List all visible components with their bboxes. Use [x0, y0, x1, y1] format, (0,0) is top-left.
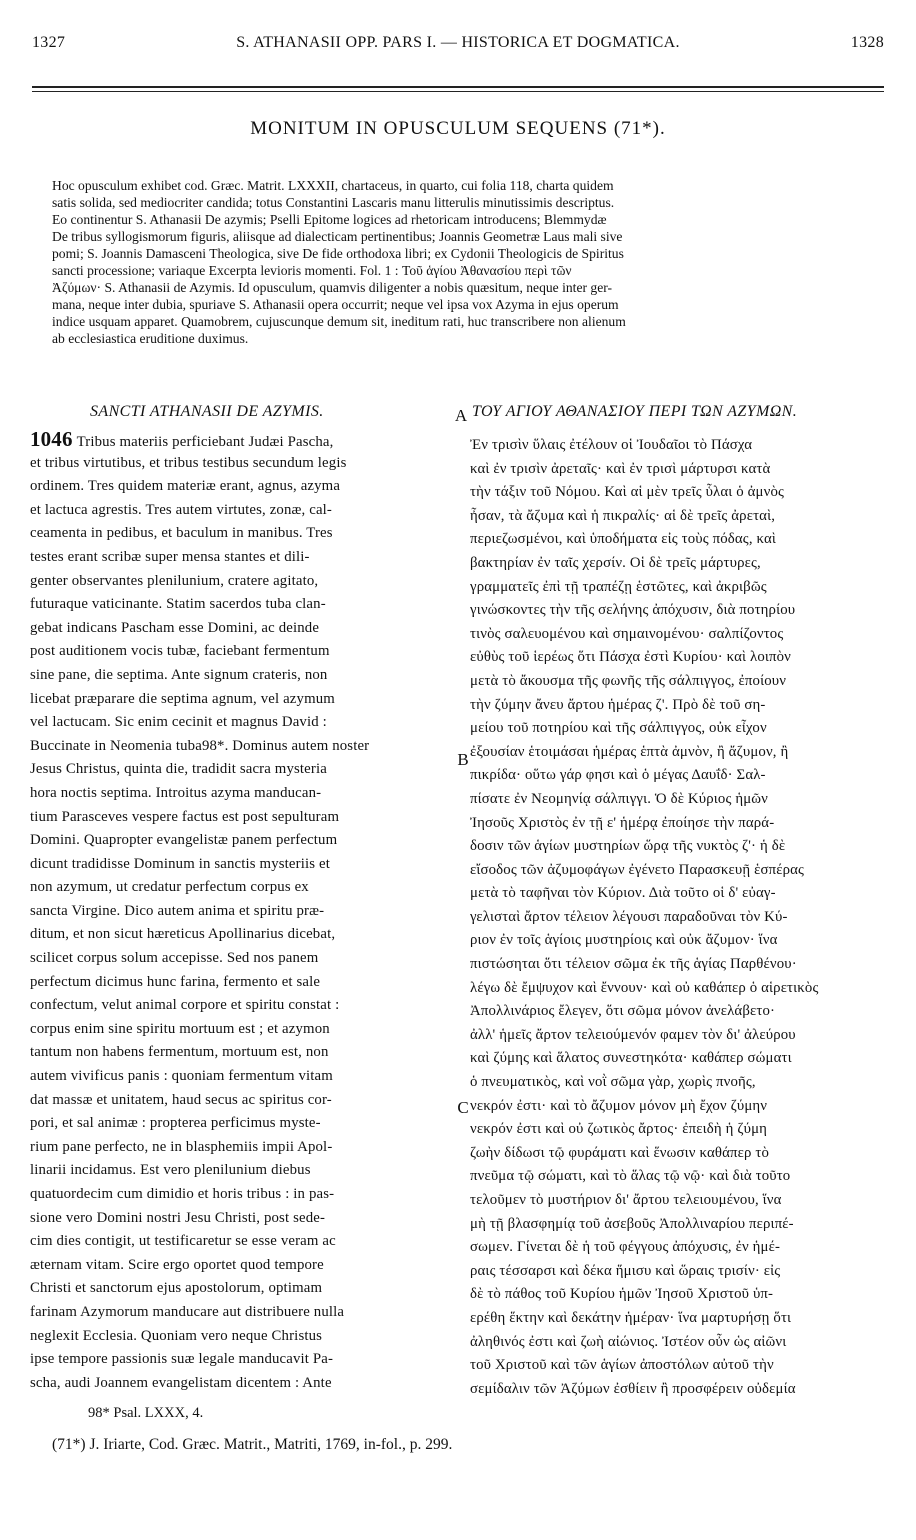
- latin-line: scilicet corpus solum accepisse. Sed nos panem: [30, 950, 319, 967]
- greek-line: γραμματεῖς ἐπὶ τῇ τραπέζῃ ἑστῶτες, καὶ ἀκριβῶς: [470, 578, 767, 595]
- latin-line: linarii incidamus. Est vero plenilunium diebus: [30, 1162, 311, 1179]
- greek-line: ἀληθινός ἐστι καὶ ζωὴ αἰώνιος. Ἰστέον οὖν ὡς αἰῶνι: [470, 1333, 787, 1350]
- page-number-right: 1328: [850, 34, 884, 51]
- latin-line: scha, audi Joannem evangelistam dicentem : Ante: [30, 1374, 332, 1391]
- latin-first-line-text: Tribus materiis perficiebant Judæi Pascha,: [76, 434, 334, 450]
- latin-line: cim dies contigit, ut testificaretur se esse veram ac: [30, 1233, 336, 1250]
- intro-line: indice usquam apparet. Quamobrem, cujuscunque demum sit, ineditum rati, huc transcribere non alienum: [52, 314, 626, 329]
- intro-line: satis solida, sed mediocriter candida; totus Constantini Lascaris manu litterulis minutissimis descriptus.: [52, 195, 615, 210]
- greek-line: ριον ἐν τοῖς ἁγίοις μυστηρίοις καὶ οὐκ ἄζυμον· ἵνα: [470, 932, 778, 949]
- greek-line: ερέθη ἕκτην καὶ δεκάτην ἡμέραν· ἵνα μαρτυρήσῃ ὅτι: [470, 1309, 792, 1326]
- greek-line: τοῦ Χριστοῦ καὶ τῶν ἁγίων ἀποστόλων αὐτοῦ τὴν: [470, 1357, 774, 1374]
- latin-line: licebat præparare die septima agnum, vel azymum: [30, 690, 335, 707]
- latin-line: futuraque vaticinante. Statim sacerdos tuba clan-: [30, 596, 326, 613]
- header-rule-thick: [32, 86, 884, 88]
- greek-line: μείου τοῦ ποτηρίου καὶ τῆς σάλπιγγος, οὐκ εἶχον: [470, 720, 767, 737]
- greek-line: γινώσκοντες τὴν τῆς σελήνης ἀπόχυσιν, διὰ ποτηρίου: [470, 602, 796, 619]
- intro-line: pomi; S. Joannis Damasceni Theologica, sive De fide orthodoxa libri; ex Cydonii Theologicis de Spiritus: [52, 246, 624, 261]
- page-number-left: 1327: [32, 34, 66, 51]
- greek-line: καὶ ζύμης καὶ ἅλατος συνεστηκότα· καθάπερ σώματι: [470, 1050, 792, 1067]
- latin-line: post auditionem vocis tubæ, faciebant fermentum: [30, 643, 330, 660]
- latin-line: hora noctis septima. Introitus azyma manducan-: [30, 784, 322, 801]
- latin-line: et lactuca agrestis. Tres autem virtutes, zonæ, cal-: [30, 501, 333, 518]
- latin-line: gebat indicans Pascham esse Domini, ac deinde: [30, 619, 320, 636]
- running-title: S. ATHANASII OPP. PARS I. — HISTORICA ET DOGMATICA.: [236, 34, 680, 51]
- greek-line: δοσιν τῶν ἁγίων μυστηρίων ὥρᾳ τῆς νυκτὸς ζ'· ἡ δὲ: [470, 838, 786, 855]
- latin-line: corpus enim sine spiritu mortuum est ; et azymon: [30, 1020, 330, 1037]
- greek-title: ΤΟΥ ΑΓΙΟΥ ΑΘΑΝΑΣΙΟΥ ΠΕΡΙ ΤΩΝ ΑΖΥΜΩΝ.: [472, 403, 798, 420]
- greek-line: καὶ ἐν τρισὶν ἀρεταῖς· καὶ ἐν τρισὶ μάρτυρσι κατὰ: [470, 460, 771, 477]
- latin-line: Jesus Christus, quinta die, tradidit sacra mysteria: [30, 761, 327, 778]
- greek-line: μὴ τῇ βλασφημίᾳ τοῦ ἀσεβοῦς Ἀπολλιναρίου περιπέ-: [470, 1215, 794, 1232]
- greek-line: Ἰησοῦς Χριστὸς ἐν τῇ ε' ἡμέρᾳ ἐποίησε τὴν παρά-: [470, 814, 775, 831]
- greek-line: πικρίδα· οὕτω γάρ φησι καὶ ὁ μέγας Δαυΐδ· Σαλ-: [470, 767, 766, 784]
- latin-lines: [30, 452, 442, 1396]
- monitum-intro: [52, 177, 878, 347]
- latin-line: quatuordecim cum dimidio et horis tribus : in pas-: [30, 1186, 335, 1202]
- greek-line: ζωὴν δίδωσι τῷ φυράματι καὶ ἕνωσιν καθάπερ τὸ: [470, 1144, 770, 1161]
- monitum-title: MONITUM IN OPUSCULUM SEQUENS (71*).: [250, 118, 666, 139]
- greek-line: τὴν τάξιν τοῦ Νόμου. Καὶ αἱ μὲν τρεῖς ὗλαι ὁ ἀμνὸς: [470, 484, 785, 501]
- latin-line: dat massæ et unitatem, haud secus ac spiritus cor-: [30, 1091, 332, 1108]
- footnote-98: 98* Psal. LXXX, 4.: [88, 1405, 204, 1421]
- margin-letter-a: A: [454, 406, 468, 425]
- latin-line: neglexit Ecclesia. Quoniam vero neque Christus: [30, 1327, 323, 1344]
- greek-line: νεκρόν ἐστι καὶ οὐ ζωτικὸς ἄρτος· ἐπειδὴ ἡ ζύμη: [470, 1121, 768, 1138]
- greek-line: πνεῦμα τῷ σώματι, καὶ τὸ ἅλας τῷ νῷ· καὶ διὰ τοῦτο: [470, 1168, 791, 1185]
- greek-line: μετὰ τὸ ταφῆναι τὸν Κύριον. Διὰ τοῦτο οἱ δ' εὐαγ-: [470, 885, 776, 902]
- greek-line: εὐθὺς τοῦ ἱερέως ὅτι Πάσχα ἐστὶ Κυρίου· καὶ λοιπὸν: [470, 649, 792, 666]
- latin-line: rium pane perfecto, ne in blasphemiis impii Apol-: [30, 1138, 333, 1155]
- greek-line: περιεζωσμένοι, καὶ ὑποδήματα εἰς τοὺς πόδας, καὶ: [470, 531, 777, 548]
- latin-line: ceamenta in pedibus, et baculum in manibus. Tres: [30, 525, 333, 542]
- intro-line: De tribus syllogismorum figuris, aliisque ad dialecticam pertinentibus; Joannis Geometræ Laus mali sive: [52, 229, 623, 244]
- latin-column: [30, 428, 442, 1395]
- greek-line: ἦσαν, τὰ ἄζυμα καὶ ἡ πικραλίς· αἱ δὲ τρεῖς ἀρεταὶ,: [470, 507, 776, 524]
- latin-line: vel lactucam. Sic enim cecinit et magnus David :: [30, 714, 327, 731]
- latin-line: sine pane, die septima. Ante signum crateris, non: [30, 666, 328, 683]
- latin-line: ditum, et non sicut hæreticus Apollinarius dicebat,: [30, 926, 336, 943]
- greek-line: σεμίδαλιν τῶν Ἀζύμων ἐσθίειν ἢ προσφέρειν οὐδεμία: [470, 1380, 796, 1397]
- greek-line: Ἐν τρισὶν ὕλαις ἐτέλουν οἱ Ἰουδαῖοι τὸ Πάσχα: [470, 437, 753, 453]
- intro-line: ab ecclesiastica eruditione duximus.: [52, 331, 249, 346]
- latin-line: sancta Virgine. Dico autem anima et spiritu præ-: [30, 902, 325, 919]
- latin-line: ordinem. Tres quidem materiæ erant, agnus, azyma: [30, 478, 341, 495]
- latin-line: ipse tempore passionis suæ legale manducavit Pa-: [30, 1351, 334, 1368]
- latin-line: et tribus virtutibus, et tribus testibus secundum legis: [30, 454, 347, 471]
- latin-line: confectum, velut animal corpore et spiritu constat :: [30, 997, 340, 1014]
- latin-line: non azymum, ut credatur perfectum corpus ex: [30, 879, 309, 896]
- greek-line: νεκρόν ἐστι· καὶ τὸ ἄζυμον μόνον μὴ ἔχον ζύμην: [470, 1097, 768, 1114]
- latin-title: SANCTI ATHANASII DE AZYMIS.: [90, 403, 324, 420]
- greek-line: βακτηρίαν ἐν ταῖς χερσίν. Οἱ δὲ τρεῖς μάρτυρες,: [470, 554, 761, 571]
- running-header: [32, 34, 884, 60]
- greek-lines: [470, 434, 880, 1401]
- latin-line: farinam Azymorum manducare aut distribuere nulla: [30, 1303, 345, 1320]
- greek-line: γελισταὶ ἄρτον τέλειον λέγουσι παραδοῦναι τὸν Κύ-: [470, 908, 788, 925]
- greek-line: σωμεν. Γίνεται δὲ ἡ τοῦ φέγγους ἀπόχυσις, ἐν ἡμέ-: [470, 1239, 781, 1256]
- greek-line: ἀλλ' ἡμεῖς ἄρτον τελειούμενόν φαμεν τὸν δι' ἀλεύρου: [470, 1026, 796, 1043]
- greek-column: [470, 434, 880, 1401]
- intro-line: Eo continentur S. Athanasii De azymis; Pselli Epitome logices ad rhetoricam introducens; Blemmydæ: [52, 212, 607, 227]
- intro-line: mana, neque inter dubia, spuriave S. Athanasii opera occurrit; neque vel ipsa vox Azyma in ejus operum: [52, 297, 619, 312]
- greek-line: τελοῦμεν τὸ μυστήριον δι' ἄρτου τελειουμένου, ἵνα: [470, 1192, 782, 1208]
- footnote-71: (71*) J. Iriarte, Cod. Græc. Matrit., Matriti, 1769, in-fol., p. 299.: [52, 1436, 453, 1453]
- latin-line: Christi et sanctorum ejus apostolorum, optimam: [30, 1280, 323, 1297]
- greek-line: εἴσοδος τῶν ἀζυμοφάγων ἐγένετο Παρασκευῇ ἑσπέρας: [470, 861, 805, 878]
- latin-line: æternam vitam. Scire ergo oportet quod tempore: [30, 1256, 324, 1273]
- greek-line: τὴν ζύμην ἄνευ ἄρτου ἡμέρας ζ'. Πρὸ δὲ τοῦ ση-: [470, 696, 766, 713]
- latin-line: Domini. Quapropter evangelistæ panem perfectum: [30, 832, 338, 849]
- latin-line: perfectum dicimus hunc farina, fermento et sale: [30, 973, 321, 990]
- greek-line: ἐξουσίαν ἑτοιμάσαι ἡμέρας ἑπτὰ ἀμνὸν, ἢ ἄζυμον, ἢ: [470, 743, 789, 760]
- greek-line: πίσατε ἐν Νεομηνίᾳ σάλπιγγι. Ὁ δὲ Κύριος ἡμῶν: [470, 790, 769, 807]
- chapter-number: 1046: [30, 428, 73, 451]
- margin-letter-c: C: [457, 1098, 469, 1117]
- greek-line: πιστώσηται ὅτι τέλειον σῶμα ἐκ τῆς ἁγίας Παρθένου·: [470, 956, 797, 973]
- intro-line: sancti processione; variaque Excerpta levioris momenti. Fol. 1 : Τοῦ ἁγίου Ἀθανασίου περὶ τῶν: [52, 263, 572, 278]
- greek-line: λέγω δὲ ἔμψυχον καὶ ἔννουν· καὶ οὐ καθάπερ ὁ αἱρετικὸς: [470, 979, 819, 996]
- latin-line: tantum non habens fermentum, mortuum est, non: [30, 1044, 329, 1061]
- margin-letter-b: B: [457, 750, 469, 769]
- latin-line: testes erant scribæ super mensa stantes et dili-: [30, 548, 310, 565]
- greek-line: ραις τέσσαρσι καὶ δέκα ἥμισυ καὶ ὥραις τρισίν· εἰς: [470, 1262, 781, 1279]
- header-rule-thin: [32, 91, 884, 92]
- latin-line: dicunt tradidisse Dominum in sanctis mysteriis et: [30, 855, 330, 872]
- intro-line: Hoc opusculum exhibet cod. Græc. Matrit. LXXXII, chartaceus, in quarto, cui folia 118, charta quidem: [52, 178, 614, 193]
- latin-line: genter observantes plenilunium, cratere agitato,: [30, 572, 319, 589]
- latin-first-line: [30, 428, 442, 452]
- greek-line: ὁ πνευματικὸς, καὶ νοῒ σῶμα γὰρ, χωρὶς πνοῆς,: [470, 1074, 756, 1091]
- latin-line: sione vero Domini nostri Jesu Christi, post sede-: [30, 1209, 326, 1226]
- latin-line: Buccinate in Neomenia tuba98*. Dominus autem noster: [30, 737, 370, 754]
- latin-line: pori, et sal animæ : propterea perficimus myste-: [30, 1115, 321, 1132]
- latin-line: autem vivificus panis : quoniam fermentum vitam: [30, 1068, 333, 1085]
- greek-line: δὲ τὸ πάθος τοῦ Κυρίου ἡμῶν Ἰησοῦ Χριστοῦ ὑπ-: [470, 1286, 774, 1303]
- intro-line: Ἀζύμων· S. Athanasii de Azymis. Id opusculum, quamvis diligenter a nobis quæsitum, neque inter ger-: [52, 280, 613, 295]
- latin-line: tium Parasceves vespere factus est post sepulturam: [30, 808, 340, 825]
- greek-line: Ἀπολλινάριος ἔλεγεν, ὅτι σῶμα μόνον ἀνελάβετο·: [470, 1003, 776, 1020]
- greek-line: μετὰ τὸ ἄκουσμα τῆς φωνῆς τῆς σάλπιγγος, ἐποίουν: [470, 672, 787, 689]
- greek-line: τινὸς σαλευομένου καὶ σημαινομένου· σαλπίζοντος: [470, 625, 784, 642]
